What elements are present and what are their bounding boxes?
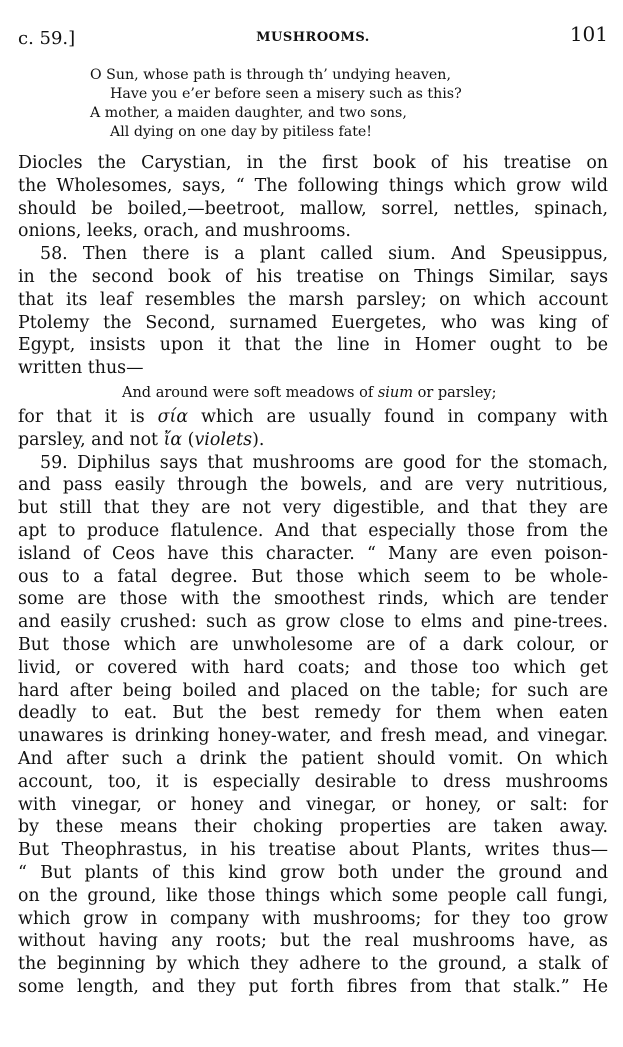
text-line xyxy=(18,429,608,452)
text-run: parsley, and not xyxy=(18,429,164,450)
paragraph-59-mushrooms xyxy=(18,452,608,999)
text-line: Ptolemy the Second, surnamed Euergetes, who was king of xyxy=(18,312,608,333)
page-number: 101 xyxy=(569,22,608,46)
text-line: the beginning by which they adhere to the ground, a stalk of xyxy=(18,954,608,975)
text-line: on the ground, like those things which some people call fungi, xyxy=(18,885,608,906)
quote-italic: sium xyxy=(377,384,413,401)
greek-word: σία xyxy=(157,406,189,427)
text-line xyxy=(18,406,608,429)
poem-line: All dying on one day by pitiless fate! xyxy=(110,124,373,140)
text-line: hard after being boiled and placed on the table; for such are xyxy=(18,680,608,701)
homer-quotation xyxy=(18,380,608,406)
text-line: island of Ceos have this character. “ Many are even poison- xyxy=(18,543,608,564)
text-line: unawares is drinking honey-water, and fresh mead, and vinegar. xyxy=(18,726,608,747)
text-line: But those which are unwholesome are of a dark colour, or xyxy=(18,634,608,655)
poem-line: Have you e’er before seen a misery such as this? xyxy=(110,86,462,102)
paragraph-sia xyxy=(18,406,608,452)
text-line: account, too, it is especially desirable to dress mushrooms xyxy=(18,771,608,792)
text-line: 58. Then there is a plant called sium. And Speusippus, xyxy=(40,244,608,265)
quote-text: or parsley; xyxy=(413,384,497,401)
text-run: for that it is xyxy=(18,406,158,427)
text-line: deadly to eat. But the best remedy for them when eaten xyxy=(18,703,608,724)
text-run: ). xyxy=(252,429,265,450)
paragraph-diocles xyxy=(18,152,608,243)
text-run: which are usually found in company with xyxy=(188,406,608,427)
text-line: ous to a fatal degree. But those which seem to be whole- xyxy=(18,566,608,587)
text-line: which grow in company with mushrooms; for they too grow xyxy=(18,908,608,929)
paragraph-58-sium xyxy=(18,243,608,380)
running-header xyxy=(18,22,608,50)
chapter-reference: c. 59.] xyxy=(18,28,76,49)
text-line: 59. Diphilus says that mushrooms are good for the stomach, xyxy=(40,452,608,473)
text-line: And after such a drink the patient should vomit. On which xyxy=(18,748,608,769)
text-line: that its leaf resembles the marsh parsley; on which account xyxy=(18,289,608,310)
body-text xyxy=(18,152,608,999)
text-run: ( xyxy=(182,429,195,450)
text-line: onions, leeks, orach, and mushrooms. xyxy=(18,221,351,242)
running-title: MUSHROOMS. xyxy=(256,30,370,45)
text-line: some length, and they put forth fibres from that stalk.” He xyxy=(18,976,608,997)
text-line: Diocles the Carystian, in the first book of his treatise on xyxy=(18,153,608,173)
text-line: Egypt, insists upon it that the line in Homer ought to be xyxy=(18,335,608,356)
text-line: livid, or covered with hard coats; and those too which get xyxy=(18,657,608,678)
poem-quotation xyxy=(18,66,608,142)
text-line: without having any roots; but the real mushrooms have, as xyxy=(18,931,608,952)
text-line: “ But plants of this kind grow both under the ground and xyxy=(18,862,608,883)
text-line: But Theophrastus, in his treatise about Plants, writes thus— xyxy=(18,840,608,861)
quote-text: And around were soft meadows of xyxy=(122,384,378,401)
text-line: with vinegar, or honey and vinegar, or honey, or salt: for xyxy=(18,794,608,815)
text-line: some are those with the smoothest rinds, which are tender xyxy=(18,589,608,610)
text-line: the Wholesomes, says, “ The following things which grow wild xyxy=(18,175,608,196)
text-line: should be boiled,—beetroot, mallow, sorrel, nettles, spinach, xyxy=(18,198,608,219)
book-page xyxy=(18,0,608,1047)
text-line: in the second book of his treatise on Things Similar, says xyxy=(18,266,608,287)
poem-line: O Sun, whose path is through th’ undying heaven, xyxy=(90,67,451,83)
text-line: but still that they are not very digestible, and that they are xyxy=(18,498,608,519)
text-line: by these means their choking properties are taken away. xyxy=(18,817,608,838)
text-line: apt to produce flatulence. And that especially those from the xyxy=(18,520,608,541)
poem-line: A mother, a maiden daughter, and two sons, xyxy=(90,105,407,121)
text-line: and pass easily through the bowels, and are very nutritious, xyxy=(18,475,608,496)
italic-word: violets xyxy=(194,429,253,450)
text-line: and easily crushed: such as grow close to elms and pine-trees. xyxy=(18,612,608,633)
text-line: written thus— xyxy=(18,358,144,379)
greek-word: ἴα xyxy=(163,429,183,450)
